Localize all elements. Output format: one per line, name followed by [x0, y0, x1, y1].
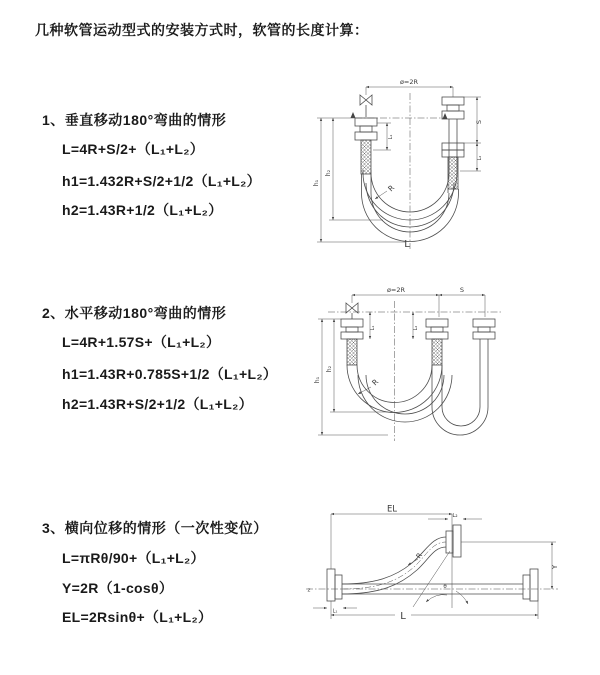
dim-s — [439, 295, 485, 317]
section1-heading: 1、垂直移动180°弯曲的情形 — [42, 112, 227, 128]
dim-h1 — [318, 319, 388, 435]
dim-label-span: ø=2R — [399, 78, 419, 86]
dim-label-l1: L₁ — [332, 608, 338, 615]
middle-fitting — [426, 319, 448, 365]
dim-label-l2: L₂ — [477, 155, 483, 161]
dim-label-l1: L₁ — [388, 134, 394, 140]
upper-flange — [446, 525, 461, 557]
left-fitting — [355, 118, 377, 174]
radius-label: R — [386, 183, 397, 194]
page-title: 几种软管运动型式的安装方式时，软管的长度计算： — [35, 22, 369, 38]
dim-label-h1: h₁ — [314, 376, 321, 384]
length-label: L — [404, 239, 410, 250]
dim-l — [331, 601, 538, 619]
dim-label-l2: L₂ — [413, 325, 419, 331]
dim-label-h1: h₁ — [313, 179, 320, 187]
curved-hose — [342, 537, 446, 594]
dim-label-l1: L₁ — [370, 325, 376, 331]
diagram-lateral-displacement — [300, 505, 565, 630]
hose-u-bend — [347, 365, 488, 435]
move-arrow-left — [351, 112, 356, 118]
radius-leader — [375, 191, 387, 199]
dim-label-l: L — [400, 611, 406, 622]
section1-formula-h1: h1=1.432R+S/2+1/2（L₁+L₂） — [62, 173, 261, 189]
valve-icon — [346, 303, 358, 319]
section3-formula-l: L=πRθ/90+（L₁+L₂） — [62, 550, 205, 566]
angle-label: θ — [443, 584, 447, 590]
dim-label-h2: h₂ — [326, 365, 333, 373]
radius-leader — [408, 559, 418, 565]
right-fitting — [442, 97, 464, 189]
dim-label-s: S — [475, 119, 483, 125]
dim-span-2r — [366, 87, 453, 97]
section2-formula-h1: h1=1.43R+0.785S+1/2（L₁+L₂） — [62, 366, 278, 382]
section1-formula-h2: h2=1.43R+1/2（L₁+L₂） — [62, 202, 223, 218]
section2-formula-h2: h2=1.43R+S/2+1/2（L₁+L₂） — [62, 396, 253, 412]
section2-heading: 2、水平移动180°弯曲的情形 — [42, 305, 227, 321]
section3-formula-el: EL=2Rsinθ+（L₁+L₂） — [62, 609, 213, 625]
left-fitting — [341, 319, 363, 365]
diagram-vertical-bend — [305, 73, 515, 258]
dim-label-s: S — [459, 286, 465, 294]
section3-formula-y: Y=2R（1-cosθ） — [62, 580, 174, 596]
section3-heading: 3、横向位移的情形（一次性变位） — [42, 520, 268, 536]
section2-formula-l: L=4R+1.57S+（L₁+L₂） — [62, 334, 221, 350]
diagram-horizontal-bend — [308, 283, 523, 453]
radius-label: R — [370, 377, 381, 388]
dim-label-el: EL — [386, 505, 398, 515]
dim-y — [461, 542, 556, 589]
break-mark-label: z — [307, 587, 311, 594]
dim-h2 — [330, 319, 388, 412]
right-flange — [523, 569, 538, 601]
right-fitting — [473, 319, 495, 407]
dim-label-h2: h₂ — [325, 169, 332, 177]
section1-formula-l: L=4R+S/2+（L₁+L₂） — [62, 141, 205, 157]
radius-label: R — [414, 551, 425, 561]
dim-label-y: Y — [551, 564, 559, 570]
valve-icon — [360, 95, 372, 117]
dim-span-2r — [352, 295, 439, 317]
dim-label-span: ø=2R — [386, 286, 406, 294]
dim-label-l2: L₂ — [452, 513, 458, 519]
left-flange — [327, 569, 342, 601]
move-arrow-right — [443, 113, 448, 119]
